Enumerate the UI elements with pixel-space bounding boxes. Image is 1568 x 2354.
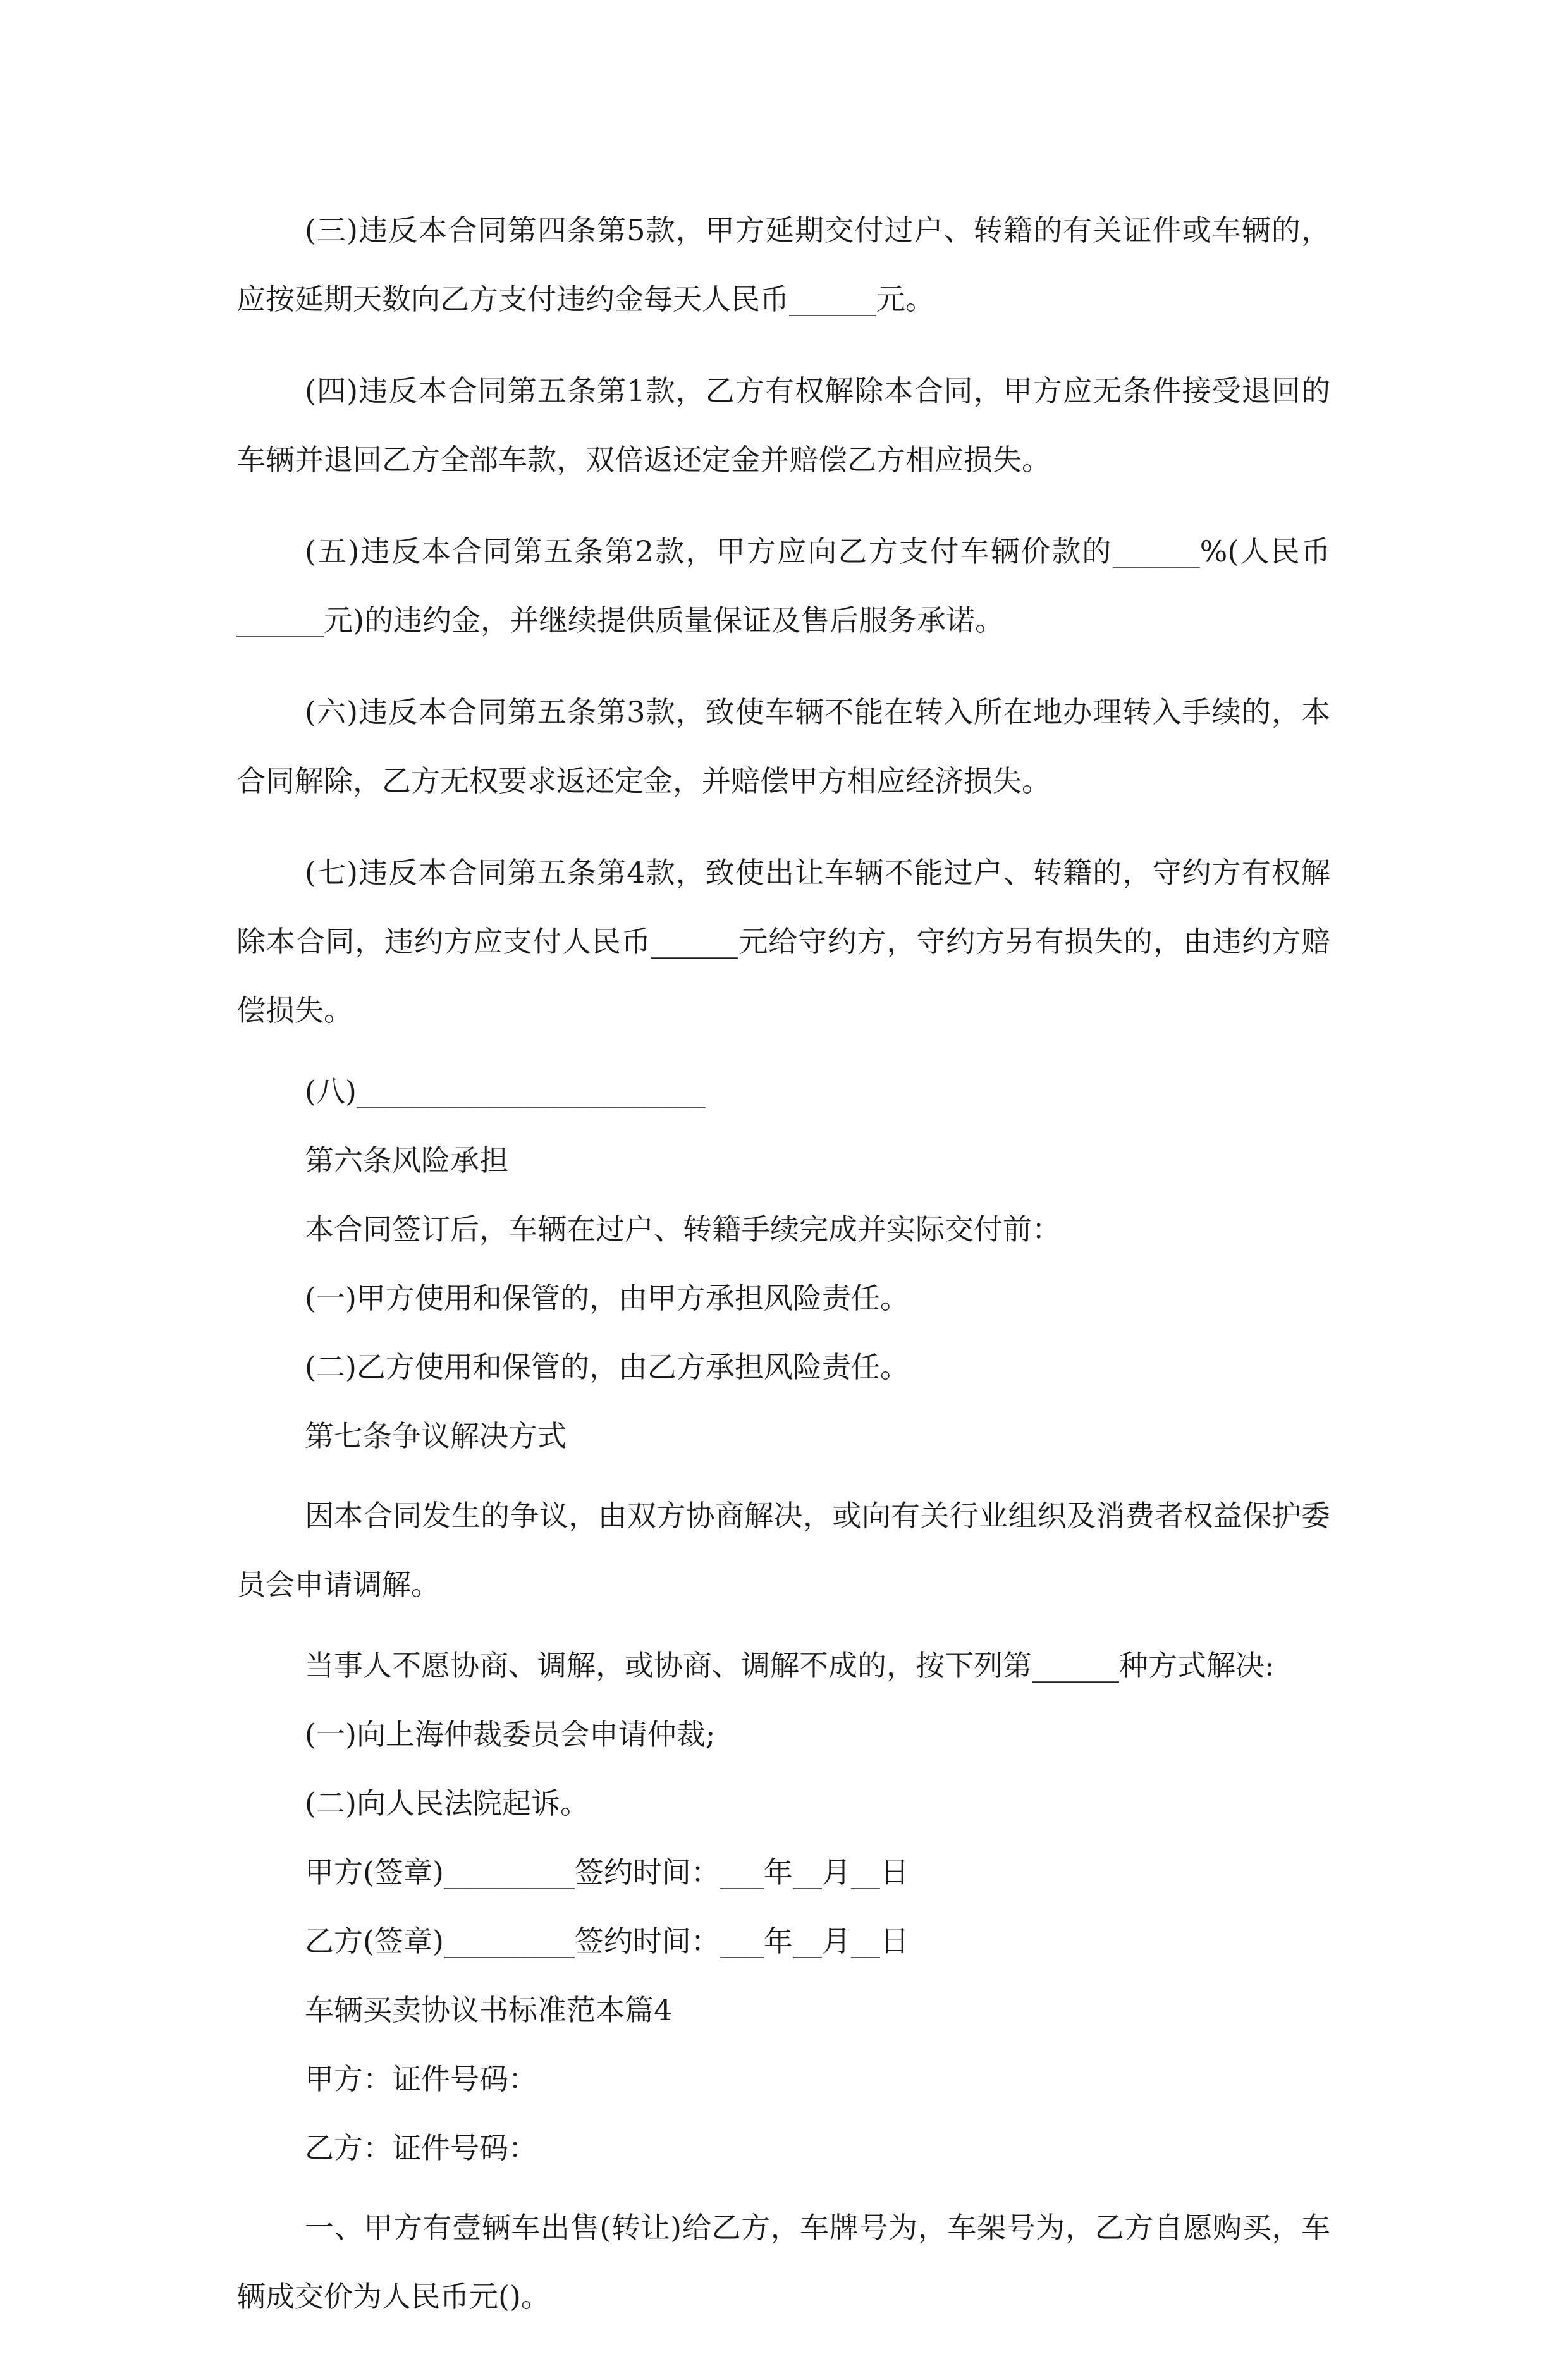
risk-item-2: (二)乙方使用和保管的，由乙方承担风险责任。 — [305, 1350, 909, 1384]
party-b-id-line: 乙方：证件号码： — [305, 2131, 537, 2165]
dispute-paragraph: 因本合同发生的争议，由双方协商解决，或向有关行业组织及消费者权益保护委员会申请调解。 — [236, 1499, 1330, 1602]
section-title: 车辆买卖协议书标准范本篇4 — [305, 1993, 673, 2027]
clause-8-paragraph: (八)________________________ — [305, 1074, 706, 1108]
party-a-signature-line: 甲方(签章)_________签约时间：___年__月__日 — [305, 1855, 909, 1889]
clause-3-paragraph: (三)违反本合同第四条第5款，甲方延期交付过户、转籍的有关证件或车辆的，应按延期天数向乙方支付违约金每天人民币______元。 — [236, 213, 1330, 316]
document-body — [236, 196, 1330, 2354]
party-b-signature-line: 乙方(签章)_________签约时间：___年__月__日 — [305, 1924, 909, 1958]
clause-5-paragraph: (五)违反本合同第五条第2款，甲方应向乙方支付车辆价款的______%(人民币______元)的违约金，并继续提供质量保证及售后服务承诺。 — [236, 534, 1330, 637]
risk-item-1: (一)甲方使用和保管的，由甲方承担风险责任。 — [305, 1281, 909, 1315]
dispute-method-paragraph: 当事人不愿协商、调解，或协商、调解不成的，按下列第______种方式解决: — [305, 1648, 1275, 1683]
article-6-heading: 第六条风险承担 — [305, 1143, 508, 1177]
sale-clause-paragraph: 一、甲方有壹辆车出售(转让)给乙方，车牌号为，车架号为，乙方自愿购买，车辆成交价为人民币元()。 — [236, 2210, 1330, 2314]
clause-4-paragraph: (四)违反本合同第五条第1款，乙方有权解除本合同，甲方应无条件接受退回的车辆并退回乙方全部车款，双倍返还定金并赔偿乙方相应损失。 — [236, 374, 1330, 477]
dispute-option-2: (二)向人民法院起诉。 — [305, 1786, 589, 1820]
clause-7-paragraph: (七)违反本合同第五条第4款，致使出让车辆不能过户、转籍的，守约方有权解除本合同，违约方应支付人民币______元给守约方，守约方另有损失的，由违约方赔偿损失。 — [236, 855, 1330, 1027]
dispute-option-1: (一)向上海仲裁委员会申请仲裁; — [305, 1717, 716, 1751]
clause-6-paragraph: (六)违反本合同第五条第3款，致使车辆不能在转入所在地办理转入手续的，本合同解除，乙方无权要求返还定金，并赔偿甲方相应经济损失。 — [236, 695, 1330, 798]
article-7-heading: 第七条争议解决方式 — [305, 1419, 567, 1453]
party-a-id-line: 甲方：证件号码： — [305, 2062, 537, 2096]
risk-intro-paragraph: 本合同签订后，车辆在过户、转籍手续完成并实际交付前： — [305, 1212, 1061, 1246]
